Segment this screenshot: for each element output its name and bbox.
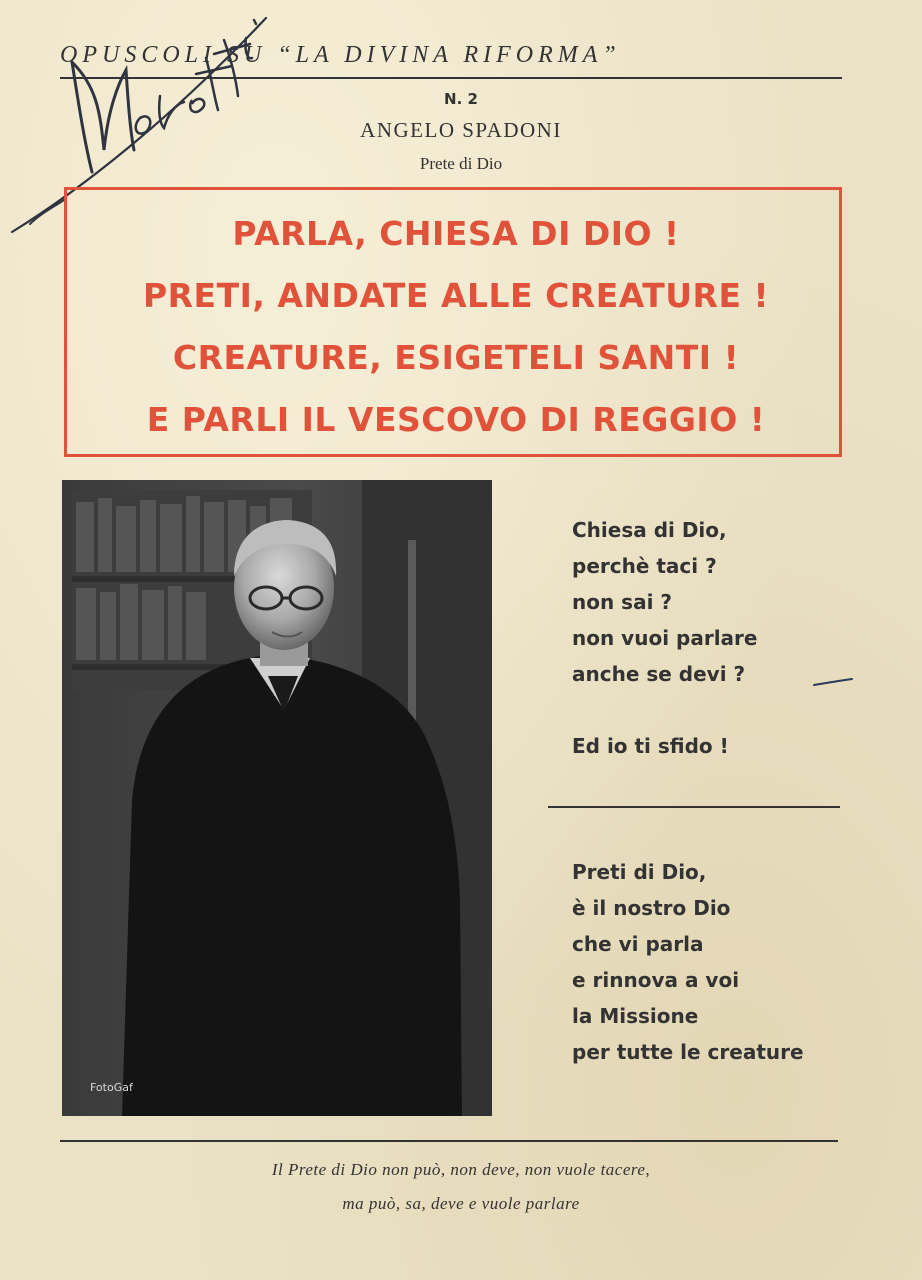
author-name: ANGELO SPADONI	[360, 118, 562, 142]
verse-line: non vuoi parlare	[572, 626, 758, 650]
portrait-image	[62, 480, 492, 1116]
headline-line: PARLA, CHIESA DI DIO !	[232, 214, 680, 253]
portrait-photo	[62, 480, 492, 1116]
verse-divider	[548, 806, 840, 808]
verse-line: anche se devi ?	[572, 662, 746, 686]
photo-credit: FotoGaf	[90, 1081, 133, 1094]
verse-line: Chiesa di Dio,	[572, 518, 727, 542]
author-role: Prete di Dio	[419, 154, 503, 173]
headline-line: E PARLI IL VESCOVO DI REGGIO !	[146, 400, 766, 439]
footer-divider	[60, 1140, 838, 1142]
pen-stroke-mark	[812, 676, 854, 688]
verse-line	[572, 692, 757, 728]
headline-line: PRETI, ANDATE ALLE CREATURE !	[142, 276, 770, 315]
verse-line: Preti di Dio,	[572, 860, 707, 884]
headline-line: CREATURE, ESIGETELI SANTI !	[172, 338, 740, 377]
verse-line: per tutte le creature	[572, 1040, 804, 1064]
verse-line: perchè taci ?	[572, 554, 717, 578]
verse-line: che vi parla	[572, 932, 704, 956]
series-title: OPUSCOLI SU “LA DIVINA RIFORMA”	[60, 42, 621, 68]
headline-box	[64, 187, 842, 457]
motto-line: ma può, sa, deve e vuole parlare	[342, 1194, 580, 1213]
verse-priests	[572, 854, 804, 1070]
verse-line: Ed io ti sfido !	[572, 734, 729, 758]
verse-church	[572, 512, 757, 764]
verse-line: e rinnova a voi	[572, 968, 740, 992]
motto-line: Il Prete di Dio non può, non deve, non vuole tacere,	[271, 1160, 651, 1179]
verse-line: la Missione	[572, 1004, 699, 1028]
verse-line: non sai ?	[572, 590, 672, 614]
issue-number: N. 2	[444, 90, 478, 108]
verse-line: è il nostro Dio	[572, 896, 731, 920]
